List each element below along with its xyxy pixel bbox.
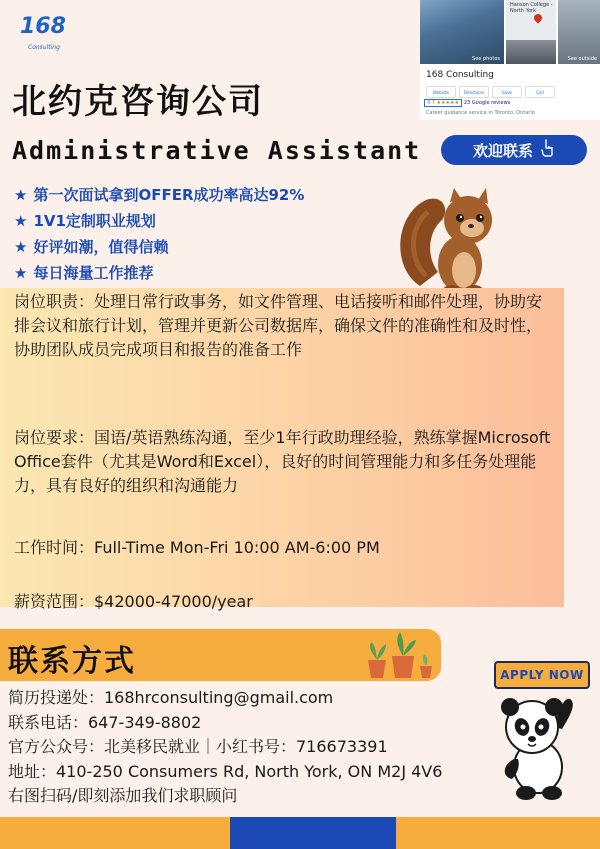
- job-duties: 岗位职责：处理日常行政事务，如文件管理、电话接听和邮件处理，协助安排会议和旅行计划，管理并更新公司数据库，确保文件的准确性和及时性，协助团队成员完成项目和报告的准备工作: [14, 292, 543, 359]
- save-button[interactable]: Save: [492, 86, 522, 98]
- map-pin-icon: [532, 12, 543, 23]
- logo-subtitle: Consulting: [28, 44, 60, 51]
- pointing-hand-icon: [541, 139, 555, 161]
- squirrel-illustration: [398, 186, 502, 296]
- contact-social: 官方公众号：北美移民就业｜小红书号：716673391: [8, 737, 388, 756]
- business-name: 168 Consulting: [426, 70, 494, 80]
- call-button[interactable]: Call: [525, 86, 555, 98]
- business-description: Career guidance service in Toronto, Ontario: [426, 110, 535, 116]
- highlight-item: ★ 每日海量工作推荐: [14, 264, 154, 282]
- highlight-item: ★ 好评如潮，值得信赖: [14, 238, 169, 256]
- panda-illustration: [492, 693, 582, 801]
- company-name: 北约克咨询公司: [12, 82, 264, 122]
- company-logo: [20, 14, 68, 56]
- contact-phone[interactable]: 联系电话：647-349-8802: [8, 712, 202, 732]
- contact-address: 地址：410-250 Consumers Rd, North York, ON M2J 4V6: [8, 761, 443, 781]
- apply-now-button[interactable]: APPLY NOW: [494, 661, 590, 689]
- logo-number: 168: [20, 14, 66, 39]
- map-title: Hanson College - North York: [510, 2, 553, 14]
- footer-bar-left: [0, 817, 230, 849]
- highlight-item: ★ 1V1定制职业规划: [14, 212, 156, 230]
- map-thumbnail[interactable]: [506, 0, 556, 40]
- job-requirements: 岗位要求：国语/英语熟练沟通，至少1年行政助理经验，熟练掌握Microsoft Office套件（尤其是Word和Excel），良好的时间管理能力和多任务处理能力，具有良好的组织和沟通能力: [14, 428, 551, 495]
- business-actions: [426, 86, 555, 98]
- work-hours: 工作时间：Full-Time Mon-Fri 10:00 AM-6:00 PM: [14, 538, 380, 557]
- outside-photo[interactable]: [558, 0, 600, 64]
- see-photos-link[interactable]: See photos: [472, 56, 500, 62]
- star-icon: ★: [14, 238, 28, 256]
- street-photo[interactable]: [506, 40, 556, 64]
- star-icon: ★: [14, 186, 28, 204]
- rating-stars: 4.7 ★★★★★: [424, 99, 462, 107]
- footer-bar-center: [230, 817, 396, 849]
- reviews-link[interactable]: 23 Google reviews: [463, 100, 511, 106]
- footer-bar-right: [396, 817, 600, 849]
- position-title: Administrative Assistant: [12, 136, 422, 165]
- contact-email[interactable]: 简历投递处：168hrconsulting@gmail.com: [8, 688, 334, 707]
- building-photo[interactable]: [420, 0, 504, 64]
- directions-button[interactable]: Directions: [459, 86, 489, 98]
- google-business-card[interactable]: [420, 0, 600, 120]
- highlights-list: [14, 182, 304, 286]
- potted-plants-icon: [362, 630, 436, 680]
- highlight-item: ★ 第一次面试拿到OFFER成功率高达92%: [14, 186, 305, 204]
- website-button[interactable]: Website: [426, 86, 456, 98]
- star-icon: ★: [14, 212, 28, 230]
- contact-us-button[interactable]: [441, 135, 587, 165]
- rating-row: [424, 99, 510, 107]
- contact-title: 联系方式: [8, 644, 136, 679]
- salary-range: 薪资范围：$42000-47000/year: [14, 592, 253, 611]
- star-icon: ★: [14, 264, 28, 282]
- contact-details: [8, 686, 442, 809]
- contact-us-label: 欢迎联系: [472, 141, 533, 160]
- see-outside-link[interactable]: See outside: [567, 56, 597, 62]
- qr-note: 右图扫码/即刻添加我们求职顾问: [8, 786, 238, 805]
